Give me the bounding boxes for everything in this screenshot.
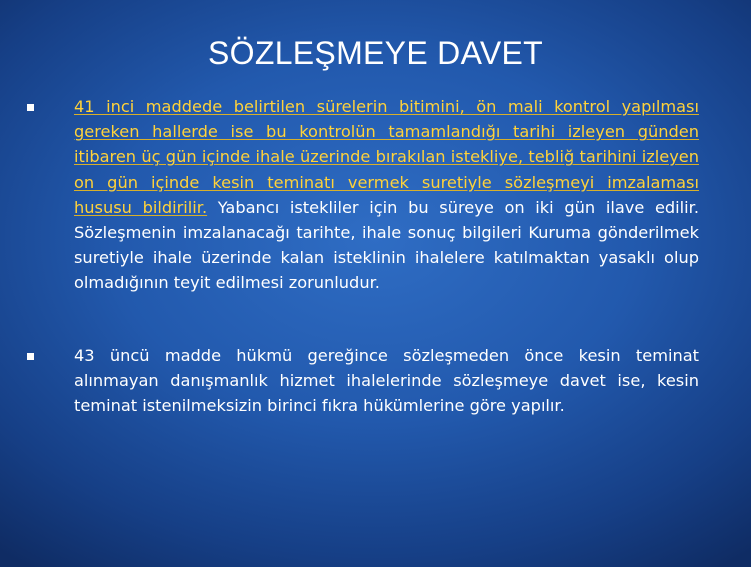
bullet-item: [74, 343, 699, 419]
slide-title: SÖZLEŞMEYE DAVET: [208, 35, 543, 71]
bullet-item: [74, 94, 699, 296]
bullet-text: 43 üncü madde hükmü gereğince sözleşmeden önce kesin teminat alınmayan danışmanlık hizmet ihalelerinde sözleşmeye davet ise, kesin teminat istenilmeksizin birinci fıkra hükümlerine göre yapılır.: [74, 346, 699, 416]
square-bullet-icon: [27, 353, 34, 360]
highlighted-text: 41 inci maddede belirtilen sürelerin bitimini, ön mali kontrol yapılması gereken hallerde ise bu kontrolün tamamlandığı tarihi izleyen günden itibaren üç gün içinde ihale üzerinde bırakılan istekliye, tebliğ tarihini izleyen on gün içinde kesin teminatı vermek suretiyle sözleşmeyi imzalaması hususu bildirilir.: [74, 97, 699, 217]
bullet-text: Yabancı istekliler için bu süreye on iki gün ilave edilir. Sözleşmenin imzalanacağı tarihte, ihale sonuç bilgileri Kuruma gönderilmek suretiyle ihale üzerinde kalan isteklinin ihalelere katılmaktan yasaklı olup olmadığının teyit edilmesi zorunludur.: [74, 197, 699, 293]
square-bullet-icon: [27, 104, 34, 111]
